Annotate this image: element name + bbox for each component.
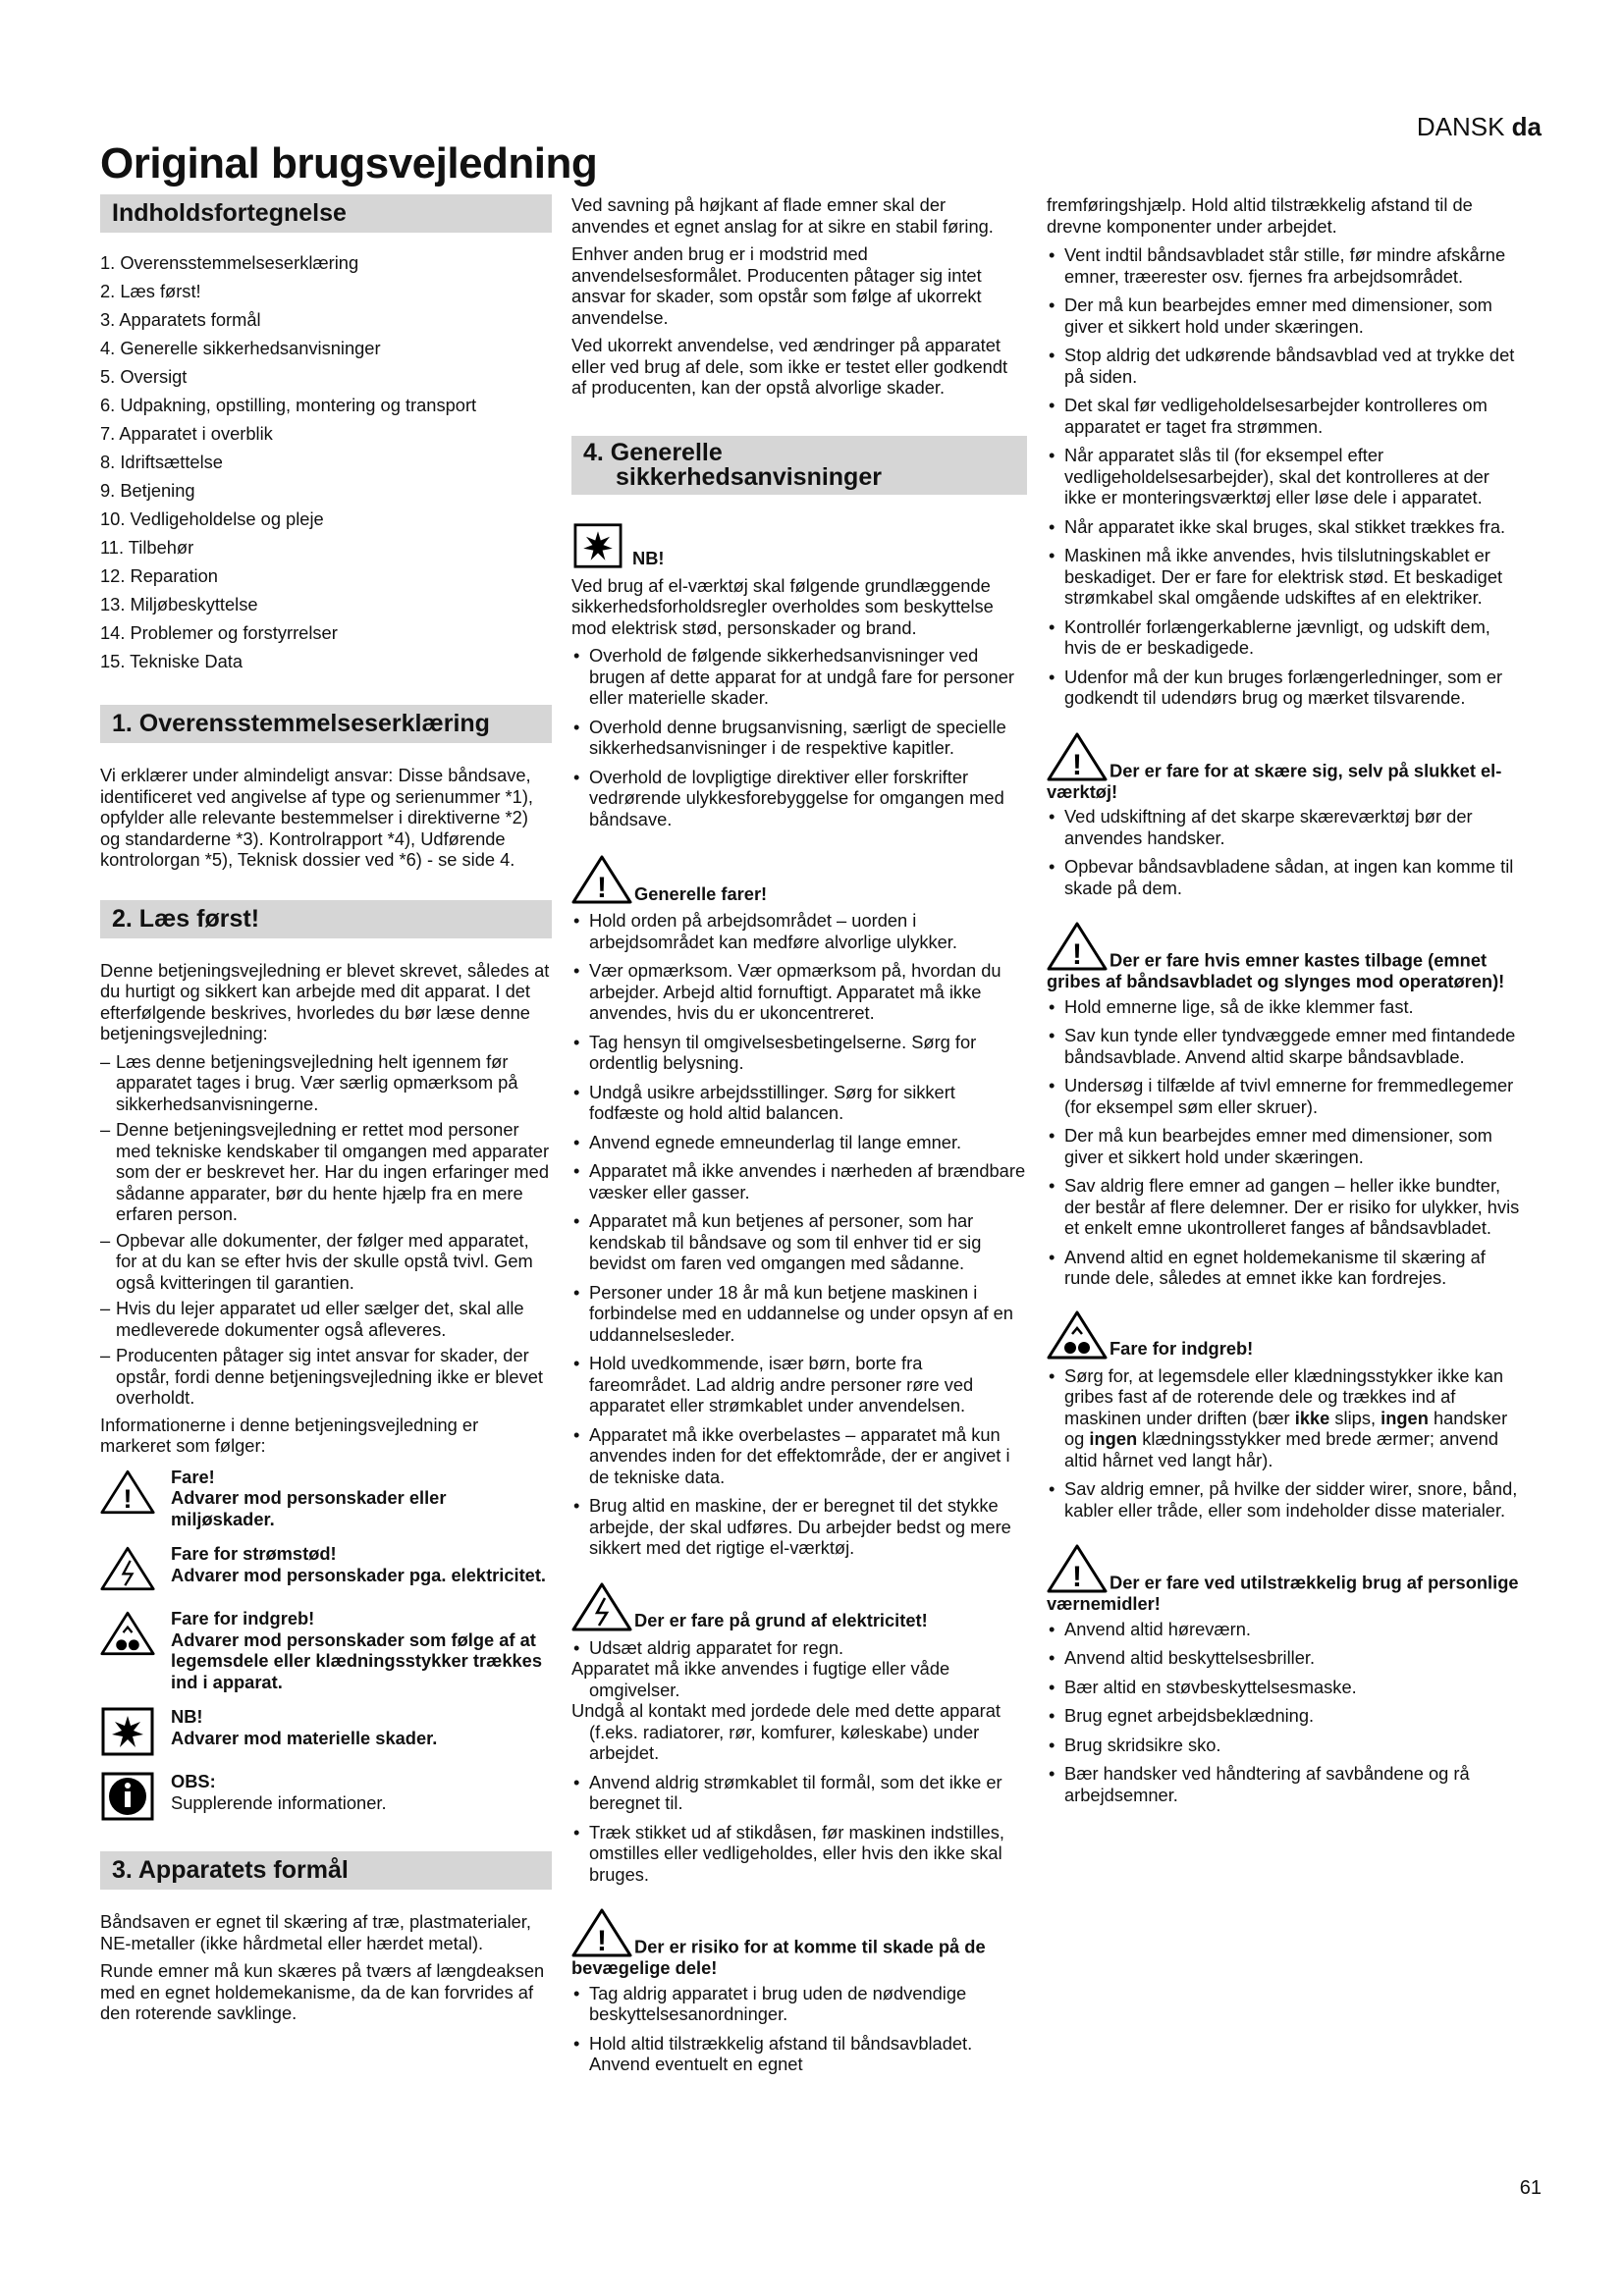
paragraph: Runde emner må kun skæres på tværs af længdeaksen med en egnet holdemekanisme, da de kan forvrides af den roterende savklinge. — [100, 1960, 545, 2023]
svg-text:!: ! — [123, 1482, 133, 1514]
toc-item[interactable]: 1. Overensstemmelseserklæring — [100, 252, 359, 273]
list-item: • Anvend aldrig strømkablet til formål, som det ikke er beregnet til. — [571, 1772, 1027, 1814]
paragraph: fremføringshjælp. Hold altid tilstrækkelig afstand til de drevne komponenter under arbejdet. — [1047, 194, 1473, 237]
svg-text:!: ! — [1072, 938, 1082, 971]
cut-hazard-list — [1047, 806, 1520, 898]
symbol-title: NB! — [171, 1706, 203, 1727]
list-item: – Hvis du lejer apparatet ud eller sælger det, skal alle medleverede dokumenter også afleveres. — [100, 1298, 552, 1340]
list-item: • Når apparatet slås til (for eksempel efter vedligeholdelsesarbejder), skal det kontrolleres at der ikke er monteringsværktøj eller løse dele i apparatet. — [1047, 445, 1520, 508]
read-first-list — [100, 1051, 552, 1409]
list-item: • Brug skridsikre sko. — [1047, 1735, 1520, 1756]
symbol-desc: Advarer mod personskader pga. elektricitet. — [171, 1564, 547, 1585]
symbol-row — [100, 1467, 552, 1530]
material-damage-icon — [571, 522, 624, 569]
list-item: – Opbevar alle dokumenter, der følger med apparatet, for at du kan se efter hvis der skulle opstå tvivl. Gem også kvitteringen til garantien. — [100, 1230, 552, 1294]
list-item: • Bær altid en støvbeskyttelsesmaske. — [1047, 1677, 1520, 1698]
toc-item[interactable]: 5. Oversigt — [100, 366, 188, 387]
column-3 — [1047, 194, 1520, 1813]
toc-item[interactable]: 2. Læs først! — [100, 281, 201, 301]
paragraph: Ved savning på højkant af flade emner skal der anvendes et egnet anslag for at sikre en stabil føring. — [571, 194, 994, 237]
toc-item[interactable]: 3. Apparatets formål — [100, 309, 261, 330]
list-item: • Vær opmærksom. Vær opmærksom på, hvordan du arbejder. Arbejd altid fornuftigt. Apparatet må ikke anvendes, hvis du er ukoncentreret. — [571, 960, 1027, 1024]
paragraph: Enhver anden brug er i modstrid med anvendelsesformålet. Producenten påtager sig intet ansvar for skader, som opstår som følge af ukorrekt anvendelse. — [571, 243, 982, 328]
list-item: • Tag hensyn til omgivelsesbetingelserne. Sørg for ordentlig belysning. — [571, 1032, 1027, 1074]
symbol-title: Fare for indgreb! — [171, 1608, 315, 1629]
warning-heading: ! Der er fare ved utilstrækkelig brug af personlige værnemidler! — [1047, 1544, 1520, 1615]
nb-text: Ved brug af el-værktøj skal følgende grundlæggende sikkerhedsforholdsregler overholdes som beskyttelse mod elektrisk stød, personskader og brand. — [571, 574, 994, 638]
symbol-desc: Advarer mod personskader som følge af at legemsdele eller klædningsstykker trækkes ind i apparat. — [171, 1629, 543, 1692]
list-item: • Overhold denne brugsanvisning, særligt de specielle sikkerhedsanvisninger i de respektive kapitler. — [571, 717, 1027, 759]
list-item: • Hold emnerne lige, så de ikke klemmer fast. — [1047, 996, 1520, 1018]
list-item: • Undersøg i tilfælde af tvivl emnerne for fremmedlegemer (for eksempel søm eller skruer). — [1047, 1075, 1520, 1117]
list-item: • Overhold de lovpligtige direktiver eller forskrifter vedrørende ulykkesforebyggelse for omgangen med båndsave. — [571, 767, 1027, 830]
list-item: • Sav kun tynde eller tyndvæggede emner med fintandede båndsavblade. Anvend altid skarpe båndsavblade. — [1047, 1025, 1520, 1067]
symbol-title: OBS: — [171, 1771, 216, 1791]
electric-shock-icon — [100, 1543, 155, 1594]
list-item: • Stop aldrig det udkørende båndsavblad ved at trykke det på siden. — [1047, 345, 1520, 387]
svg-text:!: ! — [1072, 748, 1082, 781]
list-item: • Maskinen må ikke anvendes, hvis tilslutningskablet er beskadiget. Der er fare for elektrisk stød. Et beskadiget strømkabel skal omgående udskiftes af en elektriker. — [1047, 545, 1520, 609]
toc-item[interactable]: 14. Problemer og forstyrrelser — [100, 622, 338, 643]
list-item: • Udsæt aldrig apparatet for regn. Apparatet må ikke anvendes i fugtige eller våde omgivelser. Undgå al kontakt med jordede dele med dette apparat (f.eks. radiatorer, rør, komfurer, køleskabe) under arbejdet. — [571, 1637, 1027, 1764]
toc-item[interactable]: 15. Tekniske Data — [100, 651, 243, 671]
material-damage-icon — [100, 1706, 155, 1757]
warning-exclamation-icon — [571, 855, 632, 904]
symbol-row — [100, 1706, 552, 1757]
page-title: Original brugsvejledning — [100, 139, 598, 187]
list-item: • Det skal før vedligeholdelsesarbejder kontrolleres om apparatet er taget fra strømmen. — [1047, 395, 1520, 437]
symbol-row — [100, 1543, 552, 1594]
list-item: • Hold altid tilstrækkelig afstand til båndsavbladet. Anvend eventuelt en egnet — [571, 2033, 1027, 2075]
list-item: • Bær handsker ved håndtering af savbåndene og rå arbejdsemner. — [1047, 1763, 1520, 1805]
list-item: • Der må kun bearbejdes emner med dimensioner, som giver et sikkert hold under skæringen. — [1047, 294, 1520, 337]
toc-item[interactable]: 10. Vedligeholdelse og pleje — [100, 508, 324, 529]
nb-title: NB! — [632, 548, 665, 568]
info-icon — [100, 1771, 155, 1822]
list-item: – Producenten påtager sig intet ansvar for skader, der opstår, fordi denne betjeningsvejledning ikke er blevet overholdt. — [100, 1345, 552, 1409]
kickback-list — [1047, 996, 1520, 1289]
symbol-desc: Supplerende informationer. — [171, 1791, 387, 1813]
column-1 — [100, 194, 552, 2031]
nb-notice — [571, 522, 1027, 569]
list-item: • Overhold de følgende sikkerhedsanvisninger ved brugen af dette apparat for at undgå fare for personer eller materielle skader. — [571, 645, 1027, 709]
list-item: • Hold uvedkommende, især børn, borte fra fareområdet. Lad aldrig andre personer røre ved apparatet eller strømkablet under anvendelsen. — [571, 1353, 1027, 1416]
symbol-row — [100, 1608, 552, 1692]
list-item: – Læs denne betjeningsvejledning helt igennem før apparatet tages i brug. Vær særlig opmærksom på sikkerhedsanvisningerne. — [100, 1051, 552, 1115]
ppe-list — [1047, 1619, 1520, 1806]
electricity-list — [571, 1637, 1027, 1886]
symbol-desc: Advarer mod personskader eller miljøskader. — [171, 1487, 447, 1529]
toc-heading: Indholdsfortegnelse — [100, 194, 552, 233]
page-number: 61 — [1519, 2177, 1542, 2199]
section-1-text: Vi erklærer under almindeligt ansvar: Disse båndsave, identificeret ved angivelse af type og serienummer *1), opfylder alle relevante bestemmelser i direktiverne *2) og standarderne *3). Kontrolrapport *4), Udførende kontrolorgan *5), Teknisk dossier ved *6) - se side 4. — [100, 765, 534, 870]
toc-item[interactable]: 4. Generelle sikkerhedsanvisninger — [100, 338, 381, 358]
toc-item[interactable]: 8. Idriftsættelse — [100, 452, 223, 472]
moving-parts-list — [571, 1983, 1027, 2075]
moving-parts-list-cont — [1047, 244, 1520, 709]
list-item: • Der må kun bearbejdes emner med dimensioner, som giver et sikkert hold under skæringen. — [1047, 1125, 1520, 1167]
warning-exclamation-icon — [1047, 732, 1108, 781]
language-label: DANSK da — [1416, 112, 1542, 141]
general-hazards-list — [571, 910, 1027, 1559]
list-item: • Anvend egnede emneunderlag til lange emner. — [571, 1132, 1027, 1153]
list-item: • Kontrollér forlængerkablerne jævnligt, og udskift dem, hvis de er beskadigede. — [1047, 616, 1520, 659]
warning-exclamation-icon — [100, 1467, 155, 1518]
toc-item[interactable]: 7. Apparatet i overblik — [100, 423, 273, 444]
warning-heading: ! Generelle farer! — [571, 855, 1027, 904]
warning-heading: ! Der er risiko for at komme til skade på de bevægelige dele! — [571, 1908, 1027, 1979]
list-item: • Sav aldrig emner, på hvilke der sidder wirer, snore, bånd, kabler eller tråde, eller som indeholder disse materialer. — [1047, 1478, 1520, 1521]
toc-item[interactable]: 13. Miljøbeskyttelse — [100, 594, 258, 614]
svg-text:!: ! — [597, 872, 607, 904]
entanglement-icon — [100, 1608, 155, 1659]
warning-heading: ! Der er fare hvis emner kastes tilbage (emnet gribes af båndsavbladet og slynges mod operatøren)! — [1047, 922, 1520, 992]
list-item: • Opbevar båndsavbladene sådan, at ingen kan komme til skade på dem. — [1047, 856, 1520, 898]
list-item: • Træk stikket ud af stikdåsen, før maskinen indstilles, omstilles eller vedligeholdes, eller hvis den ikke skal bruges. — [571, 1822, 1027, 1886]
list-item: • Tag aldrig apparatet i brug uden de nødvendige beskyttelsesanordninger. — [571, 1983, 1027, 2025]
list-item: • Udenfor må der kun bruges forlængerledninger, som er godkendt til udendørs brug og mærket tilsvarende. — [1047, 667, 1520, 709]
list-item: • Når apparatet ikke skal bruges, skal stikket trækkes fra. — [1047, 516, 1520, 538]
list-item: • Anvend altid beskyttelsesbriller. — [1047, 1647, 1520, 1669]
list-item: • Undgå usikre arbejdsstillinger. Sørg for sikkert fodfæste og hold altid balancen. — [571, 1082, 1027, 1124]
list-item: • Ved udskiftning af det skarpe skæreværktøj bør der anvendes handsker. — [1047, 806, 1520, 848]
svg-text:!: ! — [1072, 1561, 1082, 1593]
toc-item[interactable]: 12. Reparation — [100, 565, 218, 586]
toc-item[interactable]: 6. Udpakning, opstilling, montering og transport — [100, 395, 477, 415]
section-2-intro: Denne betjeningsvejledning er blevet skrevet, således at du hurtigt og sikkert kan arbejde med dit apparat. I det efterfølgende beskrives, hvorledes du bør læse denne betjeningsvejledning: — [100, 959, 550, 1043]
warning-exclamation-icon — [571, 1908, 632, 1957]
warning-exclamation-icon — [1047, 922, 1108, 971]
list-item: • Sav aldrig flere emner ad gangen – heller ikke bundter, der består af flere delemner. Der er risiko for ulykker, hvis et enkelt emne ukontrolleret fanges af båndsavbladet. — [1047, 1175, 1520, 1239]
paragraph: Båndsaven er egnet til skæring af træ, plastmaterialer, NE-metaller (ikke hårdmetal eller hærdet metal). — [100, 1911, 531, 1953]
list-item: • Brug altid en maskine, der er beregnet til det stykke arbejde, der skal udføres. Du arbejder bedst og mere sikkert med det rigtige el-værktøj. — [571, 1495, 1027, 1559]
symbol-row — [100, 1771, 552, 1822]
electric-shock-icon — [571, 1582, 632, 1631]
symbol-desc: Advarer mod materielle skader. — [171, 1727, 438, 1748]
list-item: • Personer under 18 år må kun betjene maskinen i forbindelse med en uddannelse og under opsyn af en uddannelsesleder. — [571, 1282, 1027, 1346]
list-item: • Sørg for, at legemsdele eller klædningsstykker ikke kan gribes fast af de roterende dele og trækkes ind af maskinen under driften (bær ikke slips, ingen handsker og ingen klædningsstykker med brede ærmer; anvend altid hårnet ved langt hår). — [1047, 1365, 1520, 1471]
toc-list — [100, 248, 552, 675]
section-1-heading: 1. Overensstemmelseserklæring — [100, 705, 552, 743]
section-3-heading: 3. Apparatets formål — [100, 1851, 552, 1890]
list-item: • Vent indtil båndsavbladet står stille, før mindre afskårne emner, træerester osv. fjernes fra arbejdsområdet. — [1047, 244, 1520, 287]
warning-exclamation-icon — [1047, 1544, 1108, 1593]
symbol-title: Fare! — [171, 1466, 215, 1487]
marking-intro: Informationerne i denne betjeningsvejledning er markeret som følger: — [100, 1414, 479, 1456]
toc-item[interactable]: 11. Tilbehør — [100, 537, 194, 558]
list-item: • Anvend altid en egnet holdemekanisme til skæring af runde dele, således at emnet ikke kan fordrejes. — [1047, 1247, 1520, 1289]
entanglement-icon — [1047, 1310, 1108, 1360]
warning-heading: ! Der er fare for at skære sig, selv på slukket el-værktøj! — [1047, 732, 1520, 803]
paragraph: Ved ukorrekt anvendelse, ved ændringer på apparatet eller ved brug af dele, som ikke er testet eller godkendt af producenten, kan der opstå alvorlige skader. — [571, 335, 1008, 398]
list-item: • Brug egnet arbejdsbeklædning. — [1047, 1705, 1520, 1727]
list-item: • Apparatet må kun betjenes af personer, som har kendskab til båndsave og som til enhver tid er sig bevidst om faren ved omgangen med sådanne. — [571, 1210, 1027, 1274]
symbol-title: Fare for strømstød! — [171, 1543, 337, 1564]
nb-list — [571, 645, 1027, 829]
list-item: • Hold orden på arbejdsområdet – uorden i arbejdsområdet kan medføre alvorlige ulykker. — [571, 910, 1027, 952]
warning-heading: Der er fare på grund af elektricitet! — [571, 1582, 1027, 1631]
entanglement-list — [1047, 1365, 1520, 1522]
list-item: • Apparatet må ikke overbelastes – apparatet må kun anvendes inden for det effektområde, der er angivet i de tekniske data. — [571, 1424, 1027, 1488]
list-item: • Anvend altid høreværn. — [1047, 1619, 1520, 1640]
toc-item[interactable]: 9. Betjening — [100, 480, 195, 501]
list-item: • Apparatet må ikke anvendes i nærheden af brændbare væsker eller gasser. — [571, 1160, 1027, 1202]
svg-text:!: ! — [597, 1925, 607, 1957]
warning-heading: Fare for indgreb! — [1047, 1310, 1520, 1360]
column-2 — [571, 194, 1027, 2081]
list-item: – Denne betjeningsvejledning er rettet mod personer med tekniske kendskaber til omgangen med apparater som der er beskrevet her. Har du ingen erfaringer med sådanne apparater, bør du hente hjælp fra en mere erfaren person. — [100, 1119, 552, 1225]
section-2-heading: 2. Læs først! — [100, 900, 552, 938]
section-4-heading: 4. Generelle sikkerhedsanvisninger — [571, 436, 1027, 495]
